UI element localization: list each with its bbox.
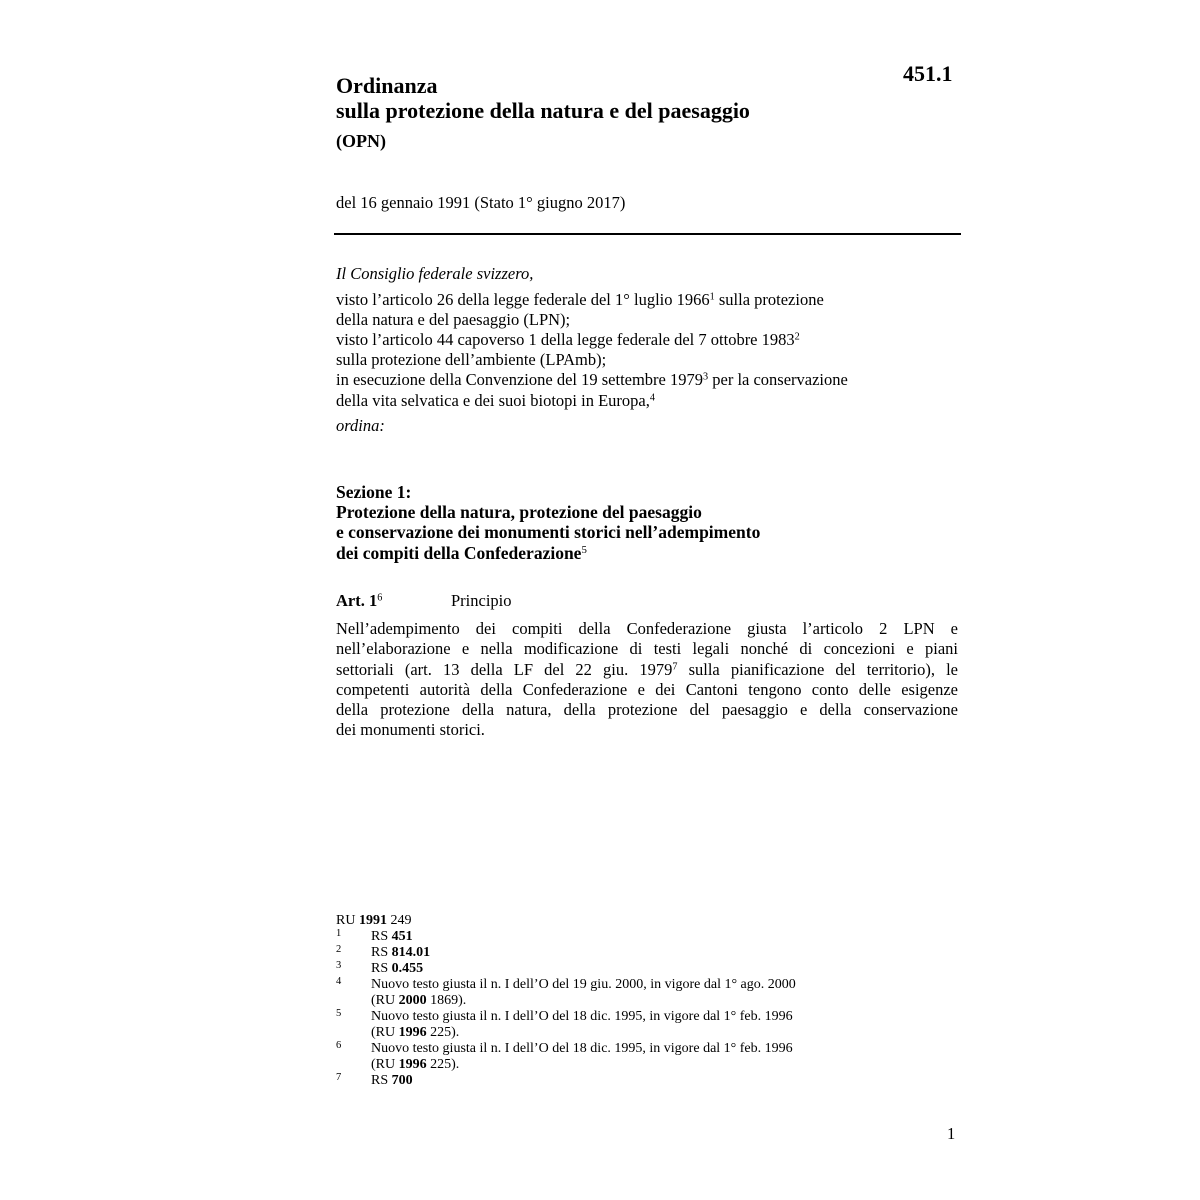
- footnote-ref[interactable]: 7: [672, 660, 678, 672]
- preamble-text: per la conservazione: [708, 370, 848, 389]
- footnote-text-part: 225).: [426, 1025, 460, 1040]
- footnote-text: [371, 1073, 796, 1089]
- footnote-item: [336, 1009, 796, 1041]
- footnote-line: Nuovo testo giusta il n. I dell’O del 18 dic. 1995, in vigore dal 1° feb. 1996: [371, 1009, 793, 1024]
- footnote-text: [371, 945, 796, 961]
- ru-page: 249: [386, 913, 412, 928]
- section-heading-text: dei compiti della Confederazione: [336, 542, 582, 563]
- article-text: sulla pianificazione del territorio), le: [677, 659, 958, 679]
- footnote-ref[interactable]: 5: [581, 543, 587, 556]
- document-date: del 16 gennaio 1991 (Stato 1° giugno 2017): [336, 193, 626, 212]
- footnote-text-part: (RU: [371, 993, 399, 1008]
- footnote-prefix: RS: [371, 945, 392, 960]
- footnote-number: 2: [336, 944, 342, 955]
- footnote-ref[interactable]: 6: [377, 592, 383, 604]
- footnote-item: [336, 945, 796, 961]
- section-heading-line: e conservazione dei monumenti storici nell’adempimento: [336, 522, 761, 543]
- footnotes: [336, 913, 796, 1089]
- footnote-ref-number[interactable]: 0.455: [391, 961, 424, 976]
- footnote-line: Nuovo testo giusta il n. I dell’O del 19 giu. 2000, in vigore dal 1° ago. 2000: [371, 977, 796, 992]
- article-line: Nell’adempimento dei compiti della Confederazione giusta l’articolo 2 LPN e: [336, 619, 958, 638]
- preamble-text: visto l’articolo 44 capoverso 1 della legge federale del 7 ottobre 1983: [336, 330, 795, 349]
- section-heading: [336, 482, 760, 563]
- footnote-item: [336, 1073, 796, 1089]
- footnote-line: [371, 1057, 796, 1073]
- document-title-line1: Ordinanza: [336, 73, 438, 98]
- footnote-text-part: 225).: [426, 1057, 460, 1072]
- official-compilation-ref: [336, 913, 796, 929]
- footnote-text: [371, 1041, 796, 1073]
- footnote-text-part: (RU: [371, 1025, 399, 1040]
- article-body: [336, 619, 958, 741]
- footnote-line: [371, 1025, 796, 1041]
- footnote-year[interactable]: 1996: [398, 1057, 427, 1072]
- article-number: [336, 591, 382, 611]
- footnote-number: 3: [336, 960, 342, 971]
- footnote-item: [336, 929, 796, 945]
- preamble-text: visto l’articolo 26 della legge federale del 1° luglio 1966: [336, 290, 710, 309]
- footnote-line: Nuovo testo giusta il n. I dell’O del 18 dic. 1995, in vigore dal 1° feb. 1996: [371, 1041, 793, 1056]
- article-title: Principio: [451, 591, 512, 610]
- article-text: settoriali (art. 13 della LF del 22 giu. 1979: [336, 659, 673, 679]
- document-abbreviation: (OPN): [336, 131, 386, 151]
- footnote-ref-number[interactable]: 451: [391, 929, 413, 944]
- section-heading-line: [336, 543, 760, 563]
- footnote-number: 4: [336, 976, 342, 987]
- preamble-authority: Il Consiglio federale svizzero,: [336, 264, 534, 283]
- footnote-prefix: RS: [371, 929, 392, 944]
- article-line: competenti autorità della Confederazione e dei Cantoni tengono conto delle esigenze: [336, 679, 958, 699]
- footnote-line: [371, 993, 796, 1009]
- preamble-text: della vita selvatica e dei suoi biotopi in Europa,: [336, 391, 650, 410]
- section-heading-line: Protezione della natura, protezione del paesaggio: [336, 502, 702, 523]
- page-number: 1: [947, 1124, 956, 1143]
- preamble-line: [336, 370, 848, 390]
- document-title-line2: sulla protezione della natura e del paesaggio: [336, 98, 750, 123]
- ru-prefix: RU: [336, 913, 359, 928]
- preamble-line: [336, 391, 655, 411]
- footnote-number: 1: [336, 928, 342, 939]
- preamble-text: in esecuzione della Convenzione del 19 settembre 1979: [336, 370, 704, 389]
- section-heading-line: Sezione 1:: [336, 482, 412, 502]
- ru-year: 1991: [358, 913, 387, 928]
- footnote-ref-number[interactable]: 814.01: [391, 945, 431, 960]
- footnote-ref[interactable]: 1: [709, 291, 715, 303]
- footnote-item: [336, 961, 796, 977]
- footnote-number: 5: [336, 1008, 342, 1019]
- footnote-item: [336, 977, 796, 1009]
- article-line: [336, 660, 958, 680]
- preamble-line: della natura e del paesaggio (LPN);: [336, 310, 571, 329]
- preamble-line: [336, 330, 800, 350]
- footnote-text-part: 1869).: [426, 993, 467, 1008]
- footnote-text: [371, 929, 796, 945]
- footnote-number: 7: [336, 1072, 342, 1083]
- footnote-text: [371, 977, 796, 1009]
- footnote-prefix: RS: [371, 961, 392, 976]
- footnote-text-part: (RU: [371, 1057, 399, 1072]
- preamble-ordina: ordina:: [336, 416, 385, 435]
- article-line: della protezione della natura, della protezione del paesaggio e della conservazione: [336, 700, 958, 720]
- footnote-year[interactable]: 2000: [398, 993, 427, 1008]
- footnote-ref[interactable]: 2: [794, 331, 800, 343]
- footnote-ref[interactable]: 4: [649, 392, 655, 404]
- preamble-line: sulla protezione dell’ambiente (LPAmb);: [336, 350, 607, 369]
- footnote-ref-number[interactable]: 700: [391, 1073, 413, 1088]
- footnote-text: [371, 961, 796, 977]
- footnote-prefix: RS: [371, 1073, 392, 1088]
- preamble-text: sulla protezione: [714, 290, 824, 309]
- footnote-year[interactable]: 1996: [398, 1025, 427, 1040]
- footnote-ref[interactable]: 3: [703, 371, 709, 383]
- systematic-number: 451.1: [903, 61, 953, 86]
- header-divider: [334, 233, 961, 235]
- article-line: nell’elaborazione e nella modificazione di testi legali nonché di concezioni e piani: [336, 639, 958, 659]
- preamble-line: [336, 290, 824, 310]
- article-number-text: Art. 1: [336, 591, 378, 610]
- footnote-number: 6: [336, 1040, 342, 1051]
- footnote-text: [371, 1009, 796, 1041]
- article-line: dei monumenti storici.: [336, 720, 485, 740]
- footnote-item: [336, 1041, 796, 1073]
